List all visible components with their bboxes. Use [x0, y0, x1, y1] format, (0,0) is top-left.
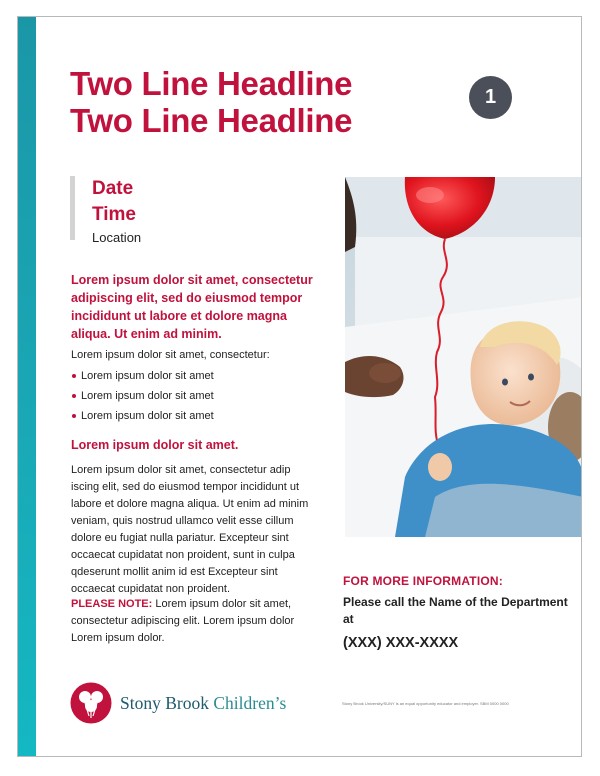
body-paragraph: Lorem ipsum dolor sit amet, consectetur adip iscing elit, sed do eiusmod tempor incididunt ut labore et dolore magna aliqua. Ut enim ad minim veniam, quis nostrud ullamco velit esse cillum dolore eu fugiat nulla pariatur. Excepteur sint occaecat cupidatat non proident, sunt in culpa qdeserunt mollit anim id est Excepteur sint occaecat cupidatat non proident. [71, 464, 309, 595]
event-location: Location [92, 230, 142, 245]
bullet-list [71, 366, 321, 426]
more-info-label: FOR MORE INFORMATION: [343, 574, 503, 588]
headline-line-2: Two Line Headline [70, 102, 353, 139]
lead-paragraph: Lorem ipsum dolor sit amet, consectetur adipiscing elit, sed do eiusmod tempor incididunt ut labore et dolore magna aliqua. Ut enim ad minim. [71, 273, 313, 341]
please-note-label: PLEASE NOTE: [71, 598, 153, 610]
phone-number: (XXX) XXX-XXXX [343, 635, 459, 651]
balloons-logo-icon [70, 682, 112, 724]
headline [70, 65, 352, 139]
please-note [71, 596, 321, 647]
more-info-call: Please call the Name of the Department at [343, 595, 568, 626]
stony-brook-childrens-logo [70, 682, 330, 726]
child-with-balloon-illustration [345, 177, 582, 537]
logo-wordmark [120, 692, 286, 714]
hero-photo [345, 177, 582, 537]
fine-print: Stony Brook University/SUNY is an equal opportunity educator and employer. SBM 0000 0000 [342, 701, 509, 706]
subheading: Lorem ipsum dolor sit amet. [71, 438, 239, 452]
please-note-text: Lorem ipsum dolor sit amet, consectetur adipiscing elit. Lorem ipsum dolor Lorem ipsum dolor. [71, 598, 295, 644]
teal-side-bar [18, 17, 36, 756]
more-info-block [343, 572, 573, 654]
intro-text: Lorem ipsum dolor sit amet, consectetur: [71, 349, 270, 361]
bullet-item: Lorem ipsum dolor sit amet [71, 366, 321, 386]
logo-name-part1: Stony Brook [120, 693, 214, 713]
logo-name-part2: Children’s [213, 693, 287, 713]
event-details [70, 176, 142, 245]
flyer-page [17, 16, 582, 757]
headline-line-1: Two Line Headline [70, 65, 353, 102]
bullet-item: Lorem ipsum dolor sit amet [71, 406, 321, 426]
page-number-badge: 1 [469, 76, 512, 119]
event-date: Date [92, 178, 134, 199]
event-time: Time [92, 204, 137, 225]
bullet-item: Lorem ipsum dolor sit amet [71, 386, 321, 406]
